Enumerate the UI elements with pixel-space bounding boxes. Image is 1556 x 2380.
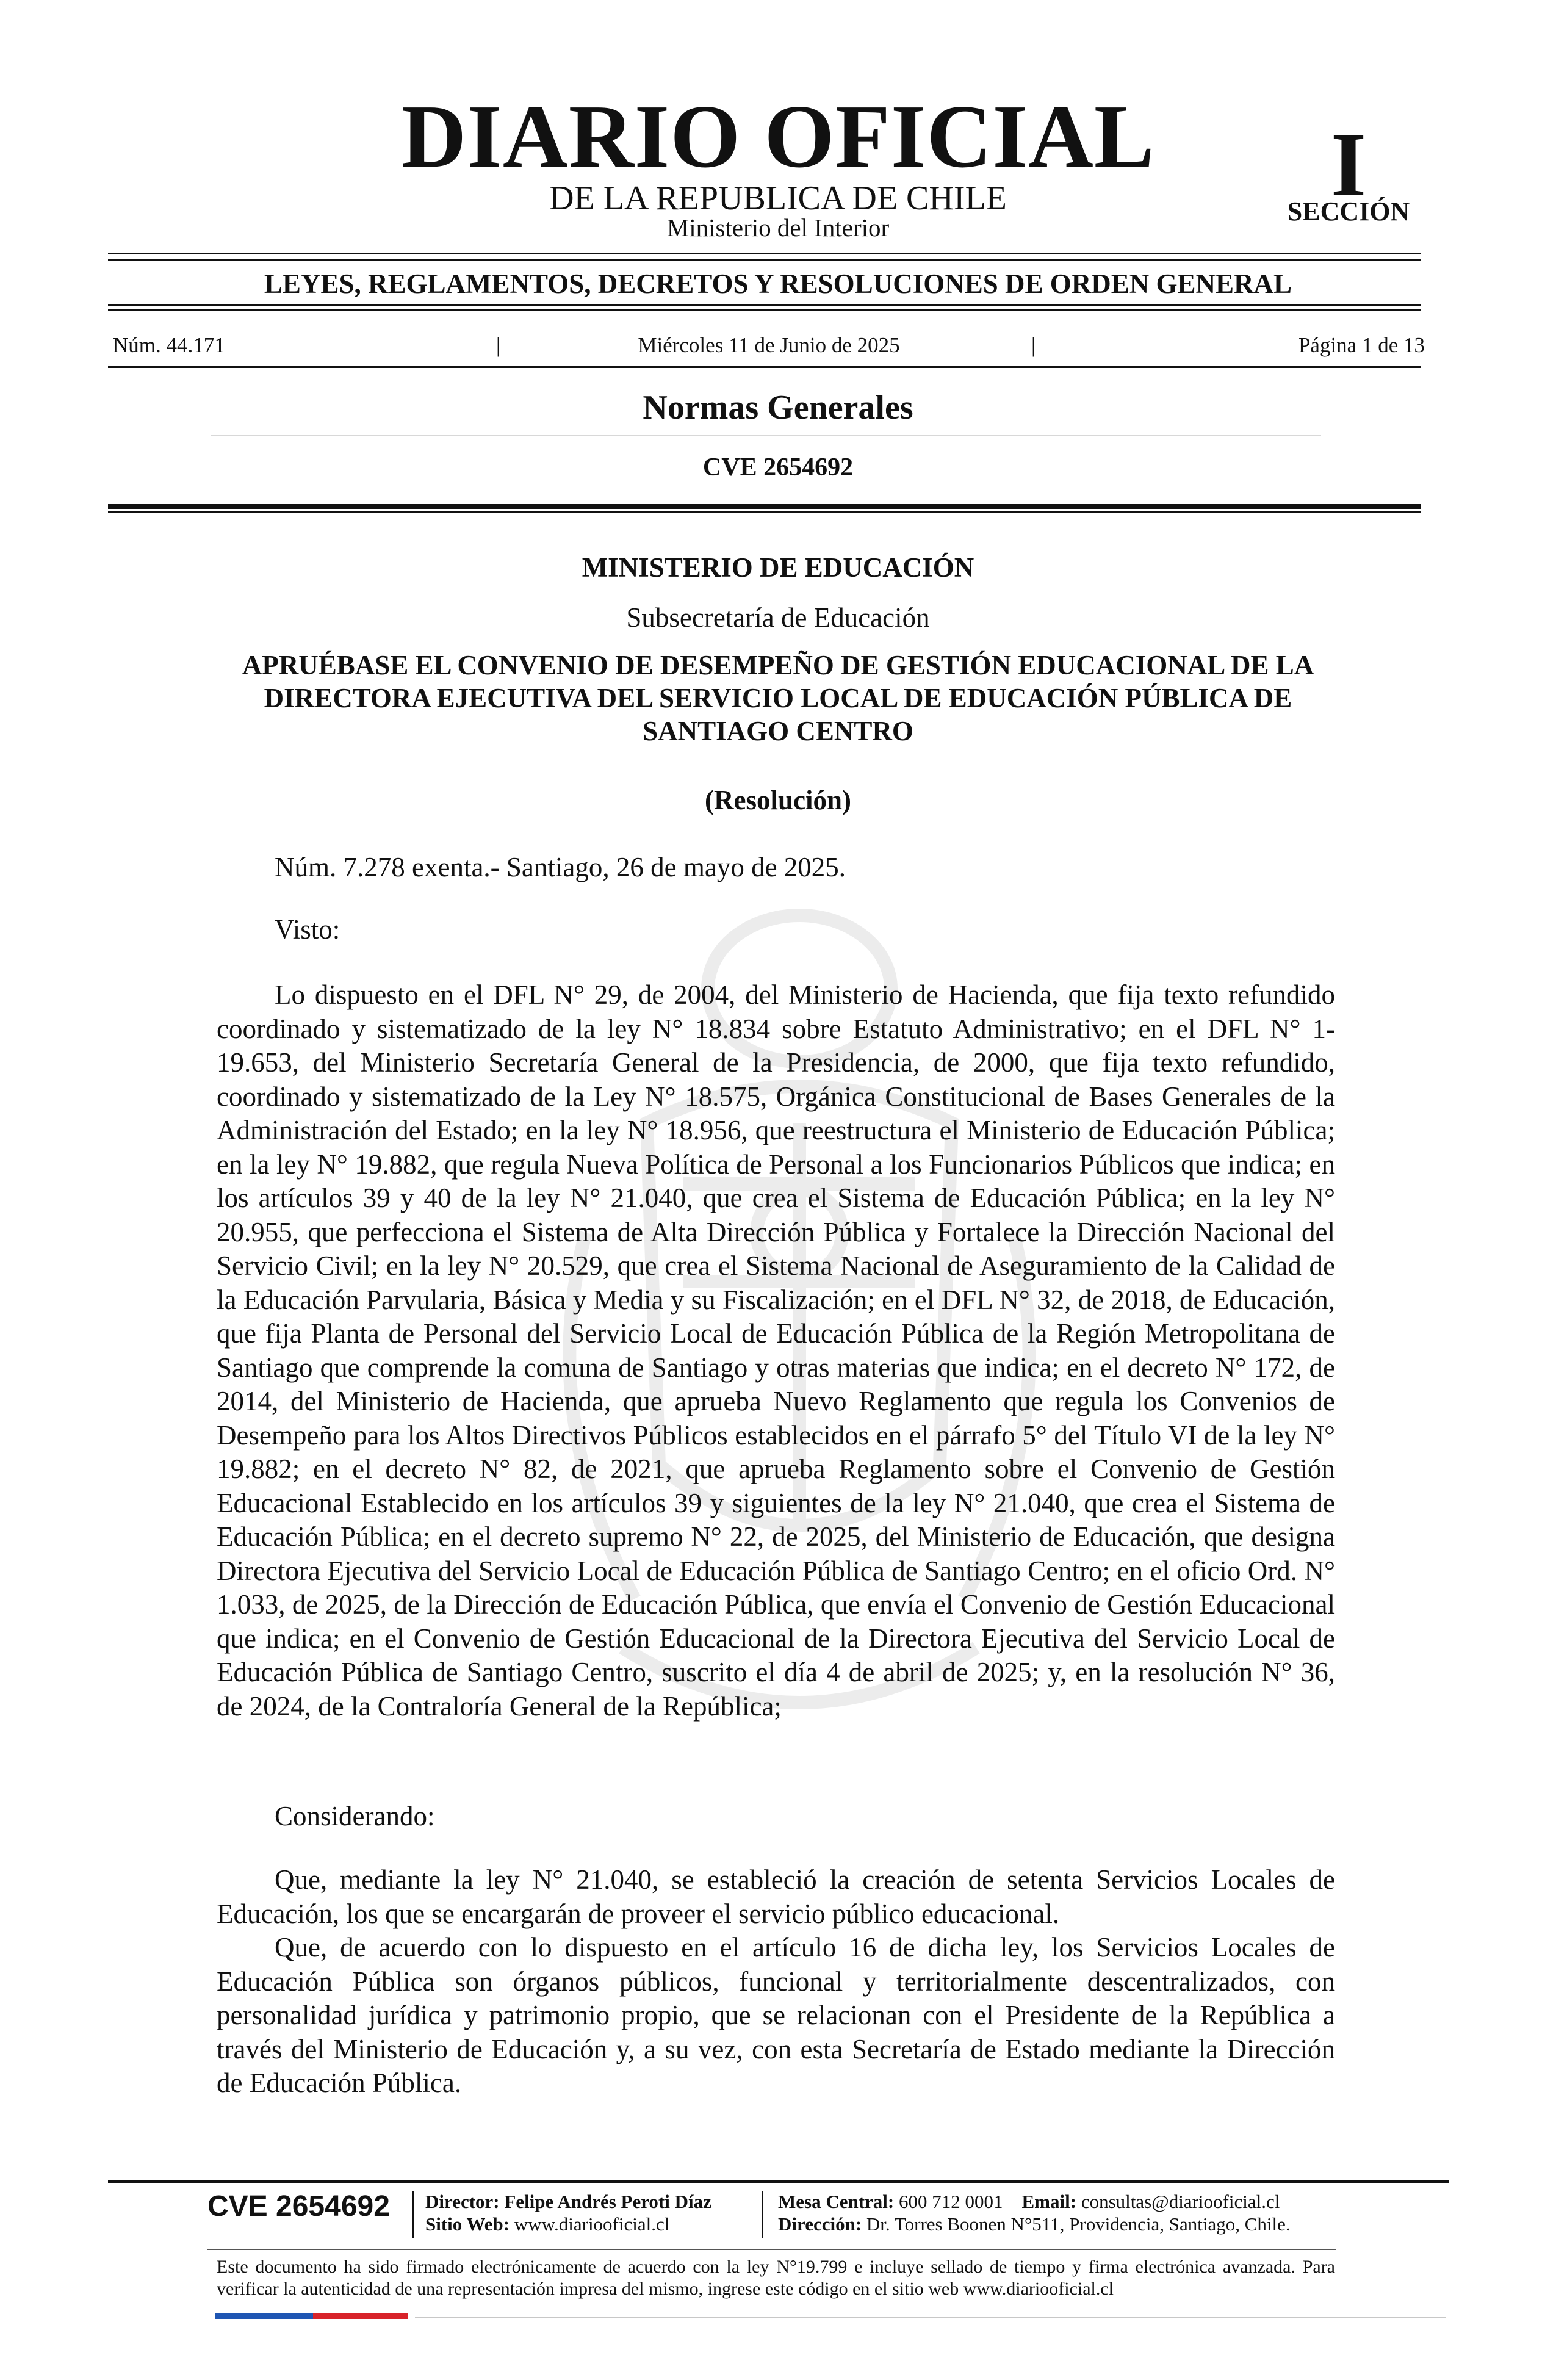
phone-label: Mesa Central:	[778, 2191, 895, 2212]
header-bottom-rule	[108, 504, 1421, 509]
director-name: Felipe Andrés Peroti Díaz	[504, 2191, 711, 2212]
phone-number: 600 712 0001	[899, 2191, 1003, 2212]
email-label: Email:	[1021, 2191, 1077, 2212]
newspaper-title: DIARIO OFICIAL	[401, 87, 1155, 187]
footer-bottom-rule	[415, 2317, 1446, 2318]
cve-code: CVE 2654692	[702, 453, 854, 481]
address-label: Dirección:	[778, 2213, 862, 2235]
footer-director-block	[425, 2190, 711, 2235]
visto-label: Visto:	[275, 914, 340, 945]
considerando-paragraph-2: Que, de acuerdo con lo dispuesto en el artículo 16 de dicha ley, los Servicios Locales de Educación Pública son órganos públicos, funcional y territorialmente descentralizados, con personalidad jurídica y patrimonio propio, que se relacionan con el Presidente de la República a través del Ministerio de Educación y, a su vez, con esta Secretaría de Estado mediante la Dirección de Educación Pública.	[217, 1932, 1335, 2098]
resolution-number: Núm. 7.278 exenta.- Santiago, 26 de mayo de 2025.	[275, 852, 846, 882]
info-separator: |	[1031, 333, 1036, 357]
footer-divider	[762, 2191, 763, 2238]
web-label: Sitio Web:	[425, 2213, 510, 2235]
info-separator: |	[496, 333, 501, 357]
subsecretaria: Subsecretaría de Educación	[626, 602, 930, 633]
category-divider-2	[108, 309, 1421, 311]
category-banner: LEYES, REGLAMENTOS, DECRETOS Y RESOLUCIONES DE ORDEN GENERAL	[264, 269, 1292, 299]
flag-stripe-red	[313, 2313, 408, 2319]
considerando-label: Considerando:	[275, 1801, 435, 1831]
page-indicator: Página 1 de 13	[1298, 333, 1425, 357]
visto-paragraph: Lo dispuesto en el DFL N° 29, de 2004, del Ministerio de Hacienda, que fija texto refundido coordinado y sistematizado de la ley N° 18.834 sobre Estatuto Administrativo; en el DFL N° 1-19.653, del Ministerio Secretaría General de la Presidencia, de 2000, que fija texto refundido, coordinado y sistematizado de la Ley N° 18.575, Orgánica Constitucional de Bases Generales de la Administración del Estado; en la ley N° 18.956, que reestructura el Ministerio de Educación Pública; en la ley N° 19.882, que regula Nueva Política de Personal a los Funcionarios Públicos que indica; en los artículos 39 y 40 de la ley N° 21.040, que crea el Sistema de Educación Pública; en la ley N° 20.955, que perfecciona el Sistema de Alta Dirección Pública y Fortalece la Dirección Nacional del Servicio Civil; en la ley N° 20.529, que crea el Sistema Nacional de Aseguramiento de la Calidad de la Educación Parvularia, Básica y Media y su Fiscalización; en el DFL N° 32, de 2018, de Educación, que fija Planta de Personal del Servicio Local de Educación Pública de la Región Metropolitana de Santiago que comprende la comuna de Santiago y otras materias que indica; en el decreto N° 172, de 2014, del Ministerio de Hacienda, que aprueba Nuevo Reglamento que regula los Convenios de Desempeño para los Altos Directivos Públicos establecidos en el párrafo 5° del Título VI de la ley N° 19.882; en el decreto N° 82, de 2021, que aprueba Reglamento sobre el Convenio de Gestión Educacional Establecido en los artículos 39 y siguientes de la ley N° 21.040, que crea el Sistema de Educación Pública; en el decreto supremo N° 22, de 2025, del Ministerio de Educación, que designa Directora Ejecutiva del Servicio Local de Educación Pública de Santiago Centro; en el oficio Ord. N° 1.033, de 2025, de la Dirección de Educación Pública, que envía el Convenio de Gestión Educacional que indica; en el Convenio de Gestión Educacional de la Directora Ejecutiva del Servicio Local de Educación Pública de Santiago Centro, suscrito el día 4 de abril de 2025; y, en la resolución N° 36, de 2024, de la Contraloría General de la República;	[217, 979, 1335, 1722]
section-heading-rule	[211, 435, 1321, 436]
issue-date: Miércoles 11 de Junio de 2025	[638, 333, 900, 357]
issue-number: Núm. 44.171	[113, 333, 225, 357]
newspaper-ministry: Ministerio del Interior	[666, 214, 890, 242]
info-bar-divider	[108, 366, 1421, 368]
director-label: Director:	[425, 2191, 500, 2212]
considerando-paragraph-1: Que, mediante la ley N° 21.040, se estableció la creación de setenta Servicios Locales de Educación, los que se encargarán de proveer el servicio público educacional.	[217, 1864, 1335, 1929]
newspaper-subtitle: DE LA REPUBLICA DE CHILE	[549, 179, 1007, 217]
footer-divider	[412, 2191, 414, 2238]
section-numeral: I	[1330, 114, 1367, 215]
masthead-divider-top-2	[108, 259, 1421, 261]
footer-contact-block	[778, 2190, 1291, 2235]
category-divider	[108, 304, 1421, 306]
footer-authenticity-note: Este documento ha sido firmado electrónicamente de acuerdo con la ley N°19.799 e incluye sellado de tiempo y firma electrónica avanzada. Para verificar la autenticidad de una representación impresa del mismo, ingrese este código en el sitio web www.diariooficial.cl	[217, 2257, 1335, 2299]
document-type: (Resolución)	[705, 785, 851, 815]
footer-rule	[108, 2180, 1449, 2183]
resolution-title: APRUÉBASE EL CONVENIO DE DESEMPEÑO DE GESTIÓN EDUCACIONAL DE LA DIRECTORA EJECUTIVA DEL SERVICIO LOCAL DE EDUCACIÓN PÚBLICA DE SANTIAGO CENTRO	[242, 650, 1314, 746]
header-bottom-rule-2	[108, 511, 1421, 513]
flag-stripe-blue	[215, 2313, 313, 2319]
issuing-ministry: MINISTERIO DE EDUCACIÓN	[582, 552, 974, 583]
footer-cve-code: CVE 2654692	[207, 2190, 390, 2223]
footer-note-rule	[207, 2249, 1336, 2250]
section-heading: Normas Generales	[643, 389, 913, 427]
masthead-divider-top	[108, 253, 1421, 254]
website-link[interactable]: www.diariooficial.cl	[514, 2213, 670, 2235]
email-link[interactable]: consultas@diariooficial.cl	[1081, 2191, 1280, 2212]
address-text: Dr. Torres Boonen N°511, Providencia, Santiago, Chile.	[866, 2213, 1291, 2235]
section-label: SECCIÓN	[1287, 197, 1410, 226]
